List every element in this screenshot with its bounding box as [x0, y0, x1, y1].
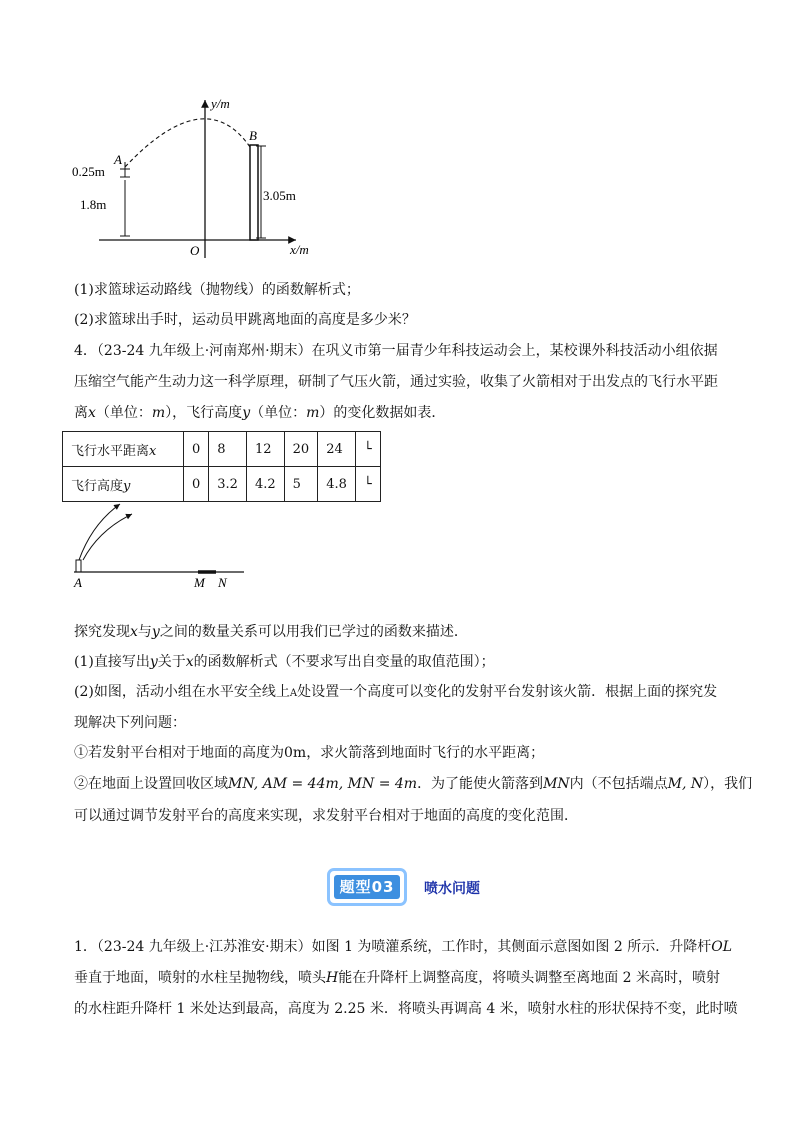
rocket-path	[79, 504, 120, 560]
launch-platform	[76, 560, 81, 572]
explore-line: 探究发现x与y之间的数量关系可以用我们已学过的函数来描述．	[74, 624, 468, 640]
y-axis-label: y/m	[211, 96, 230, 111]
point-a-label: A	[74, 575, 82, 590]
point-a-label: A	[114, 152, 122, 167]
basketball-figure	[64, 92, 334, 262]
height-1-8-label: 1.8m	[80, 197, 107, 212]
x-axis-label: x/m	[290, 242, 309, 257]
height-0-25-label: 0.25m	[72, 164, 105, 179]
q4-line2: 压缩空气能产生动力这一科学原理，研制了气压火箭，通过实验，收集了火箭相对于出发点的飞行水平距	[74, 374, 718, 390]
q1-line3: 的水柱距升降杆 1 米处达到最高，高度为 2.25 米．将喷头再调高 4 米，喷射水柱的形状保持不变，此时喷	[74, 1001, 738, 1017]
q4-sub2-line2: 可以通过调节发射平台的高度来实现，求发射平台相对于地面的高度的变化范围．	[74, 808, 578, 824]
rocket-figure	[64, 502, 254, 592]
table-row: 飞行高度y 0 3.2 4.2 5 4.8 └	[63, 467, 381, 502]
q4-sub2-line1: ②在地面上设置回收区域MN, AM = 44m, MN = 4m．为了能使火箭落到MN内（不包括端点M, N），我们	[74, 776, 753, 792]
q4-part2-line2: 现解决下列问题：	[74, 715, 186, 731]
q4-line1: 4．（23-24 九年级上·河南郑州·期末）在巩义市第一届青少年科技运动会上，某校课外科技活动小组依据	[74, 343, 718, 359]
origin-label: O	[190, 243, 200, 258]
table-row: 飞行水平距离x 0 8 12 20 24 └	[63, 432, 381, 467]
q4-part1: (1)直接写出y关于x的函数解析式（不要求写出自变量的取值范围）；	[74, 654, 495, 670]
section-badge-label: 题型03	[334, 875, 400, 899]
q4-line3: 离x（单位：m），飞行高度y（单位：m）的变化数据如表．	[74, 405, 446, 421]
flight-data-table	[62, 431, 381, 502]
point-m-label: M	[194, 575, 205, 590]
q4-part2-line1: (2)如图，活动小组在水平安全线上A处设置一个高度可以变化的发射平台发射该火箭．根据上面的探究发	[74, 684, 718, 700]
hoop-pole	[250, 145, 258, 240]
height-3-05-label: 3.05m	[263, 188, 296, 203]
prev-question-part1: (1)求篮球运动路线（抛物线）的函数解析式；	[74, 282, 360, 298]
point-n-label: N	[218, 575, 227, 590]
section-badge	[327, 868, 407, 906]
point-b-label: B	[249, 128, 257, 143]
section-topic: 喷水问题	[424, 881, 480, 897]
trajectory-curve	[125, 119, 250, 167]
q1-line2: 垂直于地面，喷射的水柱呈抛物线，喷头H能在升降杆上调整高度，将喷头调整至离地面 2 米高时，喷射	[74, 970, 721, 986]
prev-question-part2: (2)求篮球出手时，运动员甲跳离地面的高度是多少米？	[74, 312, 416, 328]
q1-line1: 1．（23-24 九年级上·江苏淮安·期末）如图 1 为喷灌系统，工作时，其侧面示意图如图 2 所示．升降杆OL	[74, 939, 733, 955]
q4-sub1: ①若发射平台相对于地面的高度为0m，求火箭落到地面时飞行的水平距离；	[74, 745, 545, 761]
